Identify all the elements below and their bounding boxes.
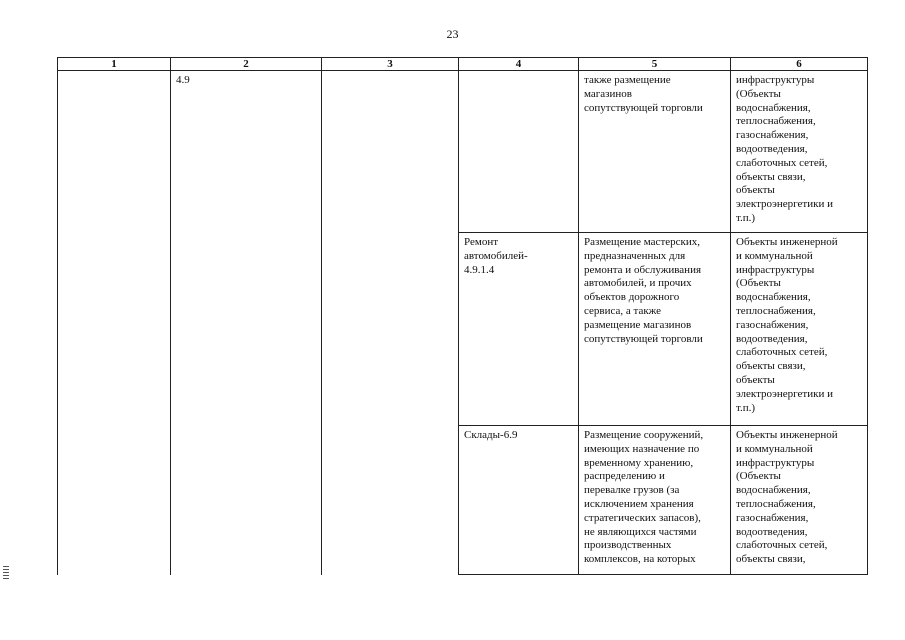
table-header-row — [58, 58, 868, 71]
cell-text-line: перевалке грузов (за — [584, 484, 680, 497]
cell-text-line: газоснабжения, — [736, 511, 809, 524]
cell-text-line: автомобилей- — [464, 249, 528, 262]
cell-text-line: также размещение — [584, 74, 671, 86]
cell-text-line: теплоснабжения, — [736, 304, 816, 317]
cell-col-4 — [459, 71, 579, 233]
cell-text-line: водоснабжения, — [736, 101, 811, 114]
cell-col-6 — [731, 233, 868, 426]
cell-text-line: водоотведения, — [736, 525, 808, 538]
cell-text-line: объекты связи, — [736, 170, 806, 183]
cell-text-line: не являющихся частями — [584, 525, 697, 538]
cell-text-line: и коммунальной — [736, 442, 813, 455]
cell-col-1 — [58, 71, 171, 575]
cell-text-line: т.п.) — [736, 401, 756, 414]
cell-text-line: размещение магазинов — [584, 318, 692, 331]
cell-text-line: имеющих назначение по — [584, 442, 700, 455]
cell-text-line: временному хранению, — [584, 456, 694, 469]
cell-text-line: предназначенных для — [584, 249, 686, 262]
cell-text-line: теплоснабжения, — [736, 497, 816, 510]
cell-text-line: водоотведения, — [736, 332, 808, 345]
cell-text-line: сопутствующей торговли — [584, 101, 703, 114]
cell-col-2 — [171, 71, 322, 575]
cell-text-line: ремонта и обслуживания — [584, 263, 702, 276]
cell-text-line: 4.9.1.4 — [464, 263, 495, 276]
header-col-6: 6 — [731, 58, 868, 71]
cell-text-line: объекты — [736, 373, 775, 386]
cell-text-line: слаботочных сетей, — [736, 346, 828, 359]
cell-text-line: Ремонт — [464, 236, 499, 248]
cell-text-line: (Объекты — [736, 277, 781, 290]
cell-text-line: распределению и — [584, 470, 665, 483]
document-table — [57, 57, 868, 575]
cell-text-line: газоснабжения, — [736, 129, 809, 142]
cell-col-6 — [731, 426, 868, 575]
cell-text-line: (Объекты — [736, 87, 781, 100]
cell-text-line: исключением хранения — [584, 497, 694, 510]
margin-mark — [3, 566, 9, 581]
cell-text-line: слаботочных сетей, — [736, 156, 828, 169]
cell-col-5 — [579, 426, 731, 575]
header-col-5: 5 — [579, 58, 731, 71]
cell-text-line: объекты связи, — [736, 553, 806, 566]
cell-col-4 — [459, 233, 579, 426]
cell-text-line: автомобилей, и прочих — [584, 277, 692, 290]
cell-text-line: (Объекты — [736, 470, 781, 483]
cell-text-line: электроэнергетики и — [736, 387, 833, 400]
cell-text-line: стратегических запасов), — [584, 511, 701, 524]
cell-text-line: объекты — [736, 184, 775, 197]
cell-col-3 — [322, 71, 459, 575]
cell-text-line: инфраструктуры — [736, 74, 815, 86]
header-col-2: 2 — [171, 58, 322, 71]
cell-text-line: Размещение мастерских, — [584, 236, 700, 248]
cell-text-line: магазинов — [584, 87, 632, 100]
cell-text-line: водоотведения, — [736, 142, 808, 155]
cell-text-line: водоснабжения, — [736, 291, 811, 304]
cell-col-6 — [731, 71, 868, 233]
cell-text-line: электроэнергетики и — [736, 198, 833, 211]
cell-text-line: инфраструктуры — [736, 263, 815, 276]
zone-code: 4.9 — [176, 74, 190, 86]
cell-text-line: теплоснабжения, — [736, 115, 816, 128]
cell-text-line: Склады-6.9 — [464, 429, 518, 441]
cell-text-line: Объекты инженерной — [736, 236, 838, 248]
cell-text-line: и коммунальной — [736, 249, 813, 262]
cell-text-line: водоснабжения, — [736, 484, 811, 497]
header-col-3: 3 — [322, 58, 459, 71]
cell-text-line: Объекты инженерной — [736, 429, 838, 441]
cell-text-line: объектов дорожного — [584, 291, 680, 304]
table-row — [58, 71, 868, 233]
cell-text-line: объекты связи, — [736, 360, 806, 373]
header-col-1: 1 — [58, 58, 171, 71]
cell-text-line: Размещение сооружений, — [584, 429, 704, 441]
cell-text-line: слаботочных сетей, — [736, 539, 828, 552]
cell-col-5 — [579, 71, 731, 233]
cell-text-line: газоснабжения, — [736, 318, 809, 331]
cell-text-line: сопутствующей торговли — [584, 332, 703, 345]
cell-text-line: т.п.) — [736, 211, 756, 224]
cell-col-4 — [459, 426, 579, 575]
cell-col-5 — [579, 233, 731, 426]
cell-text-line: инфраструктуры — [736, 456, 815, 469]
header-col-4: 4 — [459, 58, 579, 71]
page-number: 23 — [446, 27, 459, 41]
cell-text-line: сервиса, а также — [584, 304, 662, 317]
cell-text-line: производственных — [584, 539, 672, 552]
cell-text-line: комплексов, на которых — [584, 553, 696, 566]
